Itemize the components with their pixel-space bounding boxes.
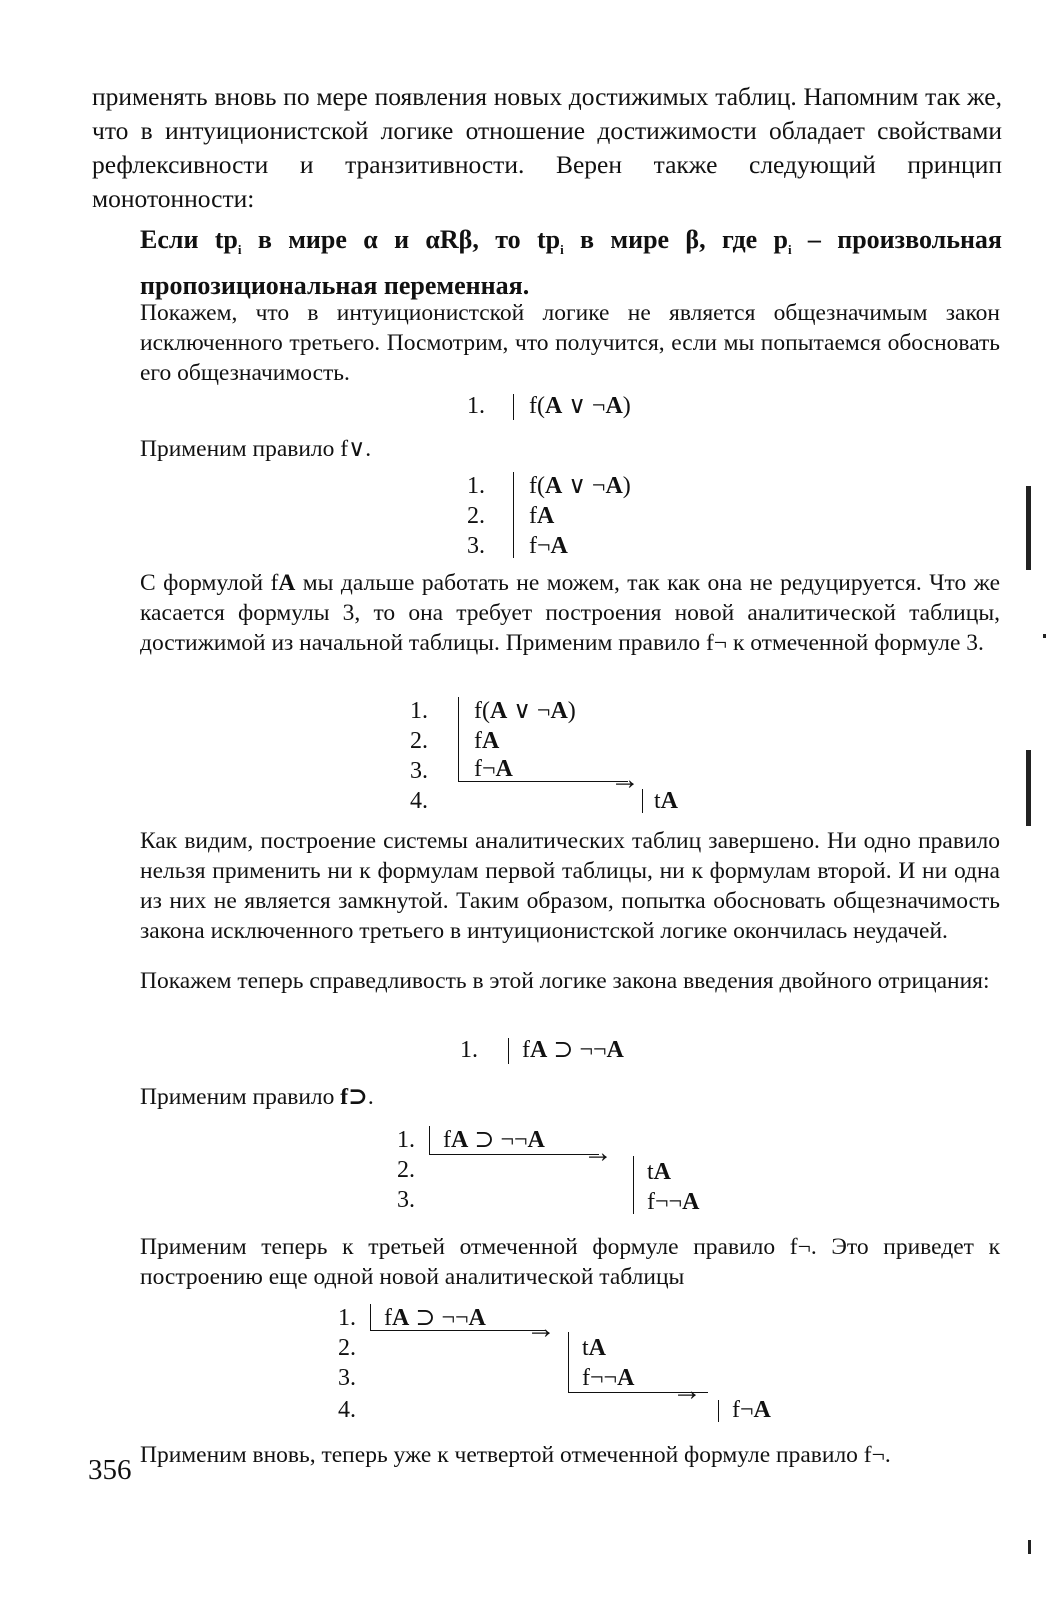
arrow-icon: → xyxy=(526,1312,556,1345)
formula: f¬¬A xyxy=(582,1365,635,1391)
monotonicity-rule: Если $tp_i$ в мире α и αRβ, то $tp_i$ в мире β, где $p_i$ – произвольная пропозициональная переменная. xyxy=(140,225,1002,301)
formula: fA ⊃ ¬¬A xyxy=(384,1305,486,1331)
tableau-base-line xyxy=(429,1154,599,1155)
tableau-bar xyxy=(513,394,514,420)
row-number: 4. xyxy=(338,1397,356,1423)
row-number: 3. xyxy=(410,758,428,784)
row-number: 1. xyxy=(410,698,428,724)
scan-mark xyxy=(1026,486,1031,570)
formula: f¬A xyxy=(474,756,513,782)
formula: f¬¬A xyxy=(647,1189,700,1215)
row-number: 1. xyxy=(460,1037,478,1063)
tableau-bar xyxy=(458,697,459,781)
row-number: 3. xyxy=(397,1187,415,1213)
row-number: 1. xyxy=(467,393,485,419)
row-number: 4. xyxy=(410,788,428,814)
tableau-bar xyxy=(633,1156,634,1214)
paragraph-intro: применять вновь по мере появления новых достижимых таблиц. Напомним так же, что в интуиционистской логике отношение достижимости обладает свойствами рефлексивности и транзитивности. Верен также следующий принцип монотонности: xyxy=(92,82,1002,213)
tableau-bar xyxy=(718,1400,719,1422)
arrow-icon: → xyxy=(672,1374,702,1407)
paragraph-excluded-middle: Покажем, что в интуиционистской логике не является общезначимым закон исключенного третьего. Посмотрим, что получится, если мы попытаемся обосновать его общезначимость. xyxy=(140,300,1000,386)
paragraph-third-formula: Применим теперь к третьей отмеченной формуле правило f¬. Это приведет к построению еще одной новой аналитической таблицы xyxy=(140,1234,1000,1290)
scan-mark xyxy=(1026,750,1031,826)
tableau-bar xyxy=(568,1332,569,1392)
row-number: 1. xyxy=(397,1127,415,1153)
paragraph-result: Как видим, построение системы аналитических таблиц завершено. Ни одно правило нельзя применить ни к формулам первой таблицы, ни к формулам второй. И ни одна из них не является замкнутой. Таким образом, попытка обосновать общезначимость закона исключенного третьего в интуиционистской логике окончилась неудачей. xyxy=(140,828,1000,944)
tableau-bar xyxy=(429,1126,430,1154)
paragraph-double-negation: Покажем теперь справедливость в этой логике закона введения двойного отрицания: xyxy=(140,968,990,994)
formula: tA xyxy=(654,788,679,814)
row-number: 2. xyxy=(338,1335,356,1361)
paragraph-apply-f-or: Применим правило f∨. xyxy=(140,436,372,462)
tableau-bar xyxy=(642,789,643,813)
paragraph-apply-f-impl: Применим правило f⊃. xyxy=(140,1084,374,1110)
scan-mark xyxy=(1028,1540,1031,1554)
scan-mark xyxy=(1043,634,1046,638)
tableau-bar xyxy=(370,1304,371,1330)
tableau-bar xyxy=(508,1038,509,1064)
formula: f¬A xyxy=(732,1397,771,1423)
row-number: 3. xyxy=(467,533,485,559)
row-number: 2. xyxy=(467,503,485,529)
tableau-bar xyxy=(513,472,514,558)
formula: fA xyxy=(474,728,500,754)
page-number: 356 xyxy=(88,1454,132,1486)
formula: tA xyxy=(582,1335,607,1361)
formula: f(A ∨ ¬A) xyxy=(529,473,631,499)
formula: f(A ∨ ¬A) xyxy=(474,698,576,724)
formula: f¬A xyxy=(529,533,568,559)
formula: tA xyxy=(647,1159,672,1185)
formula: f(A ∨ ¬A) xyxy=(529,393,631,419)
formula: fA ⊃ ¬¬A xyxy=(522,1037,624,1063)
row-number: 3. xyxy=(338,1365,356,1391)
paragraph-fa: С формулой fA мы дальше работать не можем, так как она не редуцируется. Что же касается формулы 3, то она требует построения новой аналитической таблицы, достижимой из начальной таблицы. Применим правило f¬ к отмеченной формуле 3. xyxy=(140,570,1000,656)
row-number: 2. xyxy=(397,1157,415,1183)
paragraph-fourth-formula: Применим вновь, теперь уже к четвертой отмеченной формуле правило f¬. xyxy=(140,1442,891,1468)
arrow-icon: → xyxy=(583,1136,613,1169)
formula: fA ⊃ ¬¬A xyxy=(443,1127,545,1153)
formula: fA xyxy=(529,503,555,529)
row-number: 2. xyxy=(410,728,428,754)
row-number: 1. xyxy=(467,473,485,499)
arrow-icon: → xyxy=(610,763,640,796)
row-number: 1. xyxy=(338,1305,356,1331)
